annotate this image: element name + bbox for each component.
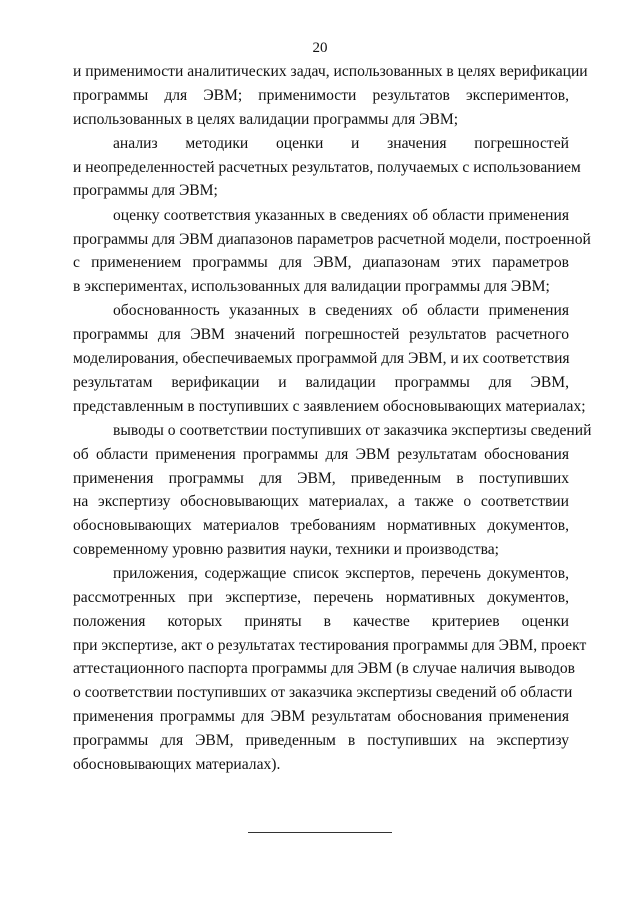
paragraph [73,60,588,131]
paragraph [73,299,586,418]
text-line: результатам верификации и валидации программы для ЭВМ, [73,373,569,391]
text-line: программы для ЭВМ значений погрешностей результатов расчетного [73,326,569,344]
text-line: о соответствии поступивших от заказчика экспертизы сведений об области [73,684,573,702]
text-line: обосновывающих материалах). [73,755,281,773]
text-line: приложения, содержащие список экспертов, перечень документов, [113,565,569,583]
text-line: современному уровню развития науки, техники и производства; [73,540,500,558]
text-line: и неопределенностей расчетных результатов, получаемых с использованием [73,158,581,176]
text-line: программы для ЭВМ; [73,182,218,200]
text-line: об области применения программы для ЭВМ результатам обоснования [73,445,569,463]
text-line: обоснованность указанных в сведениях об области применения [113,302,569,320]
text-line: использованных в целях валидации программы для ЭВМ; [73,110,459,128]
text-line: при экспертизе, акт о результатах тестирования программы для ЭВМ, проект [73,636,587,654]
page-number: 20 [312,40,328,56]
end-rule-divider [248,832,392,833]
text-line: представленным в поступивших с заявлением обосновывающих материалах; [73,397,586,415]
text-line: аттестационного паспорта программы для ЭВМ (в случае наличия выводов [73,660,575,678]
text-line: на экспертизу обосновывающих материалах, а также о соответствии [73,493,569,511]
paragraph [73,132,581,203]
text-line: выводы о соответствии поступивших от заказчика экспертизы сведений [113,421,592,439]
text-line: применения программы для ЭВМ результатам обоснования применения [73,708,569,726]
paragraph [73,204,591,299]
text-line: обосновывающих материалов требованиям нормативных документов, [73,517,569,535]
text-line: и применимости аналитических задач, использованных в целях верификации [73,63,588,80]
paragraph [73,562,587,776]
document-body [73,60,592,777]
text-line: рассмотренных при экспертизе, перечень нормативных документов, [73,589,569,607]
text-line: программы для ЭВМ; применимости результатов экспериментов, [73,86,569,104]
text-line: положения которых приняты в качестве критериев оценки [73,612,569,630]
text-line: оценку соответствия указанных в сведениях об области применения [113,206,569,224]
paragraph [73,419,592,562]
text-line: программы для ЭВМ, приведенным в поступивших на экспертизу [73,731,569,749]
text-line: моделирования, обеспечиваемых программой для ЭВМ, и их соответствия [73,350,570,368]
text-line: анализ методики оценки и значения погрешностей [113,134,569,152]
text-line: с применением программы для ЭВМ, диапазонам этих параметров [73,254,569,272]
text-line: применения программы для ЭВМ, приведенным в поступивших [73,469,569,487]
text-line: программы для ЭВМ диапазонов параметров расчетной модели, построенной [73,230,591,248]
text-line: в экспериментах, использованных для валидации программы для ЭВМ; [73,278,550,296]
